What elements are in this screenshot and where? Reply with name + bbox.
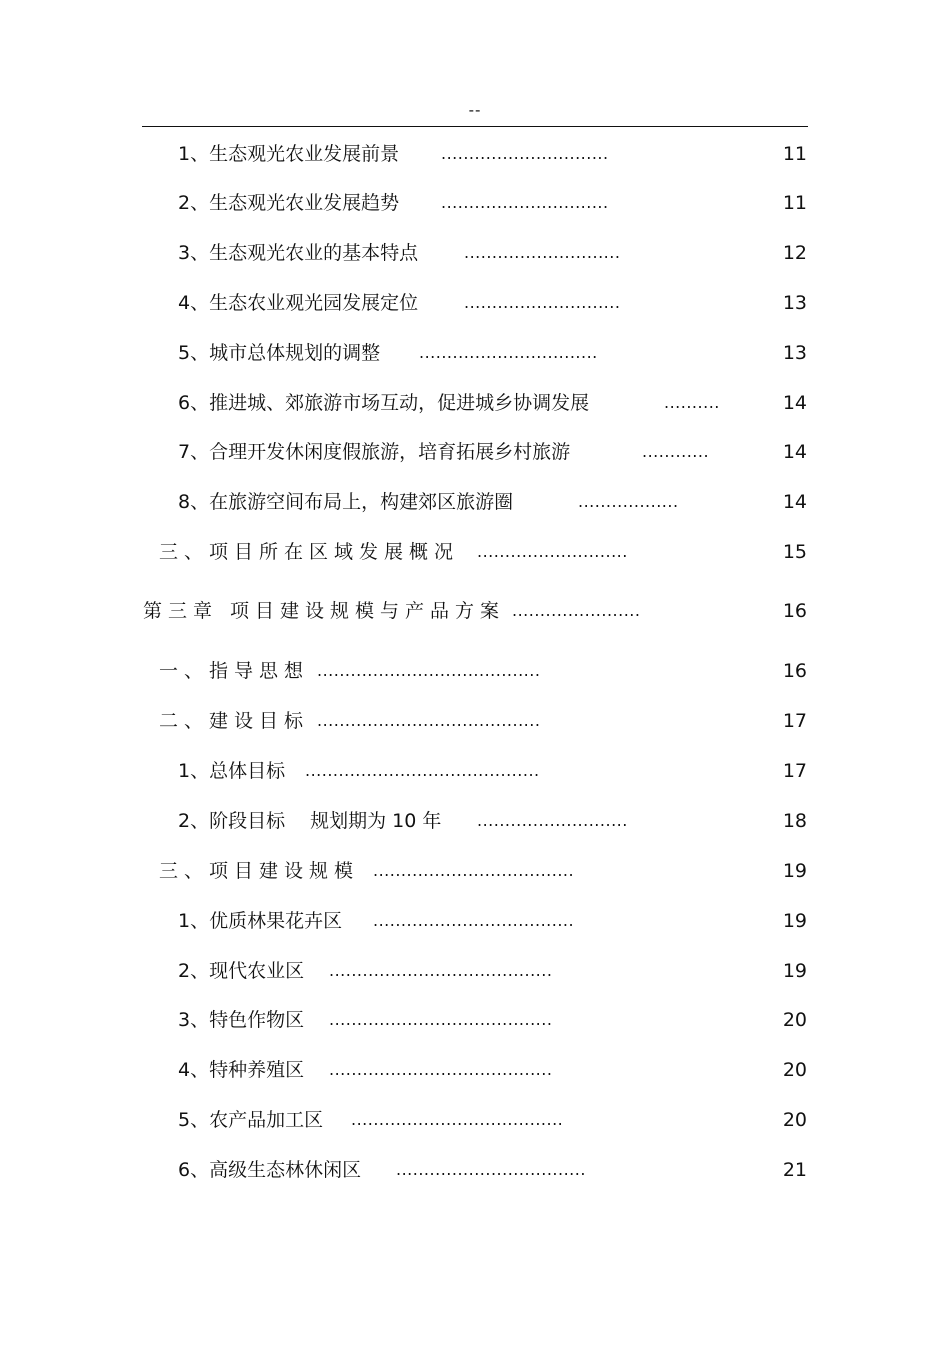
toc-entry-title: 4、特种养殖区 xyxy=(178,1059,305,1081)
toc-leader-dots: ................................ xyxy=(419,343,598,362)
toc-page-number: 14 xyxy=(782,441,807,463)
toc-entry-title: 1、优质林果花卉区 xyxy=(178,910,343,932)
toc-entry[interactable] xyxy=(0,657,950,685)
toc-entry[interactable] xyxy=(0,389,950,417)
toc-entry[interactable] xyxy=(0,239,950,267)
toc-page-number: 16 xyxy=(782,660,807,682)
toc-entry-title: 三、项目所在区域发展概况 xyxy=(159,541,460,563)
toc-page-number: 11 xyxy=(782,192,807,214)
toc-entry-title: 8、在旅游空间布局上，构建郊区旅游圈 xyxy=(178,491,514,513)
toc-page-number: 20 xyxy=(782,1059,807,1081)
toc-leader-dots: .............................. xyxy=(441,193,609,212)
toc-entry[interactable] xyxy=(0,907,950,935)
toc-entry[interactable] xyxy=(0,339,950,367)
toc-leader-dots: .......... xyxy=(664,393,720,412)
toc-entry-title: 7、合理开发休闲度假旅游，培育拓展乡村旅游 xyxy=(178,441,571,463)
toc-page-number: 13 xyxy=(782,292,807,314)
toc-entry-title: 3、生态观光农业的基本特点 xyxy=(178,242,419,264)
toc-entry[interactable] xyxy=(0,707,950,735)
toc-page-number: 14 xyxy=(782,491,807,513)
toc-page-number: 19 xyxy=(782,910,807,932)
toc-entry[interactable] xyxy=(0,807,950,835)
toc-leader-dots: ........................................ xyxy=(317,711,541,730)
toc-entry-title: 1、生态观光农业发展前景 xyxy=(178,143,400,165)
toc-leader-dots: ........................................ xyxy=(329,1010,553,1029)
toc-page-number: 17 xyxy=(782,760,807,782)
toc-entry-title: 二、建设目标 xyxy=(159,710,310,732)
toc-entry-title: 三、项目建设规模 xyxy=(159,860,360,882)
toc-leader-dots: ........................................ xyxy=(329,1060,553,1079)
toc-leader-dots: .................................... xyxy=(373,861,575,880)
toc-entry-title: 2、现代农业区 xyxy=(178,960,305,982)
toc-entry[interactable] xyxy=(0,597,950,625)
toc-page-number: 14 xyxy=(782,392,807,414)
toc-entry-title: 5、城市总体规划的调整 xyxy=(178,342,381,364)
toc-page-number: 17 xyxy=(782,710,807,732)
toc-entry[interactable] xyxy=(0,857,950,885)
toc-leader-dots: .................. xyxy=(578,492,679,511)
toc-page-number: 11 xyxy=(782,143,807,165)
toc-leader-dots: ........................................ xyxy=(317,661,541,680)
toc-leader-dots: ....................... xyxy=(512,601,641,620)
toc-entry-title: 1、总体目标 xyxy=(178,760,286,782)
toc-entry-title: 4、生态农业观光园发展定位 xyxy=(178,292,419,314)
toc-page-number: 15 xyxy=(782,541,807,563)
toc-entry-title: 6、高级生态林休闲区 xyxy=(178,1159,362,1181)
toc-page-number: 19 xyxy=(782,860,807,882)
toc-entry-title: 一、指导思想 xyxy=(159,660,310,682)
toc-leader-dots: .................................... xyxy=(373,911,575,930)
toc-page-number: 12 xyxy=(782,242,807,264)
toc-entry[interactable] xyxy=(0,189,950,217)
toc-entry-title: 第三章 项目建设规模与产品方案 xyxy=(143,600,506,622)
toc-entry[interactable] xyxy=(0,1006,950,1034)
toc-page-number: 21 xyxy=(782,1159,807,1181)
toc-entry[interactable] xyxy=(0,438,950,466)
toc-leader-dots: ........................................ xyxy=(329,961,553,980)
toc-leader-dots: ............ xyxy=(642,442,710,461)
toc-entry-title: 6、推进城、郊旅游市场互动，促进城乡协调发展 xyxy=(178,392,590,414)
toc-leader-dots: ........................... xyxy=(477,542,628,561)
toc-entry[interactable] xyxy=(0,488,950,516)
toc-leader-dots: ...................................... xyxy=(351,1110,564,1129)
toc-page-number: 19 xyxy=(782,960,807,982)
toc-leader-dots: ............................ xyxy=(464,243,621,262)
toc-page-number: 13 xyxy=(782,342,807,364)
toc-leader-dots: .................................. xyxy=(396,1160,586,1179)
header-mark: -- xyxy=(468,101,482,119)
toc-page-number: 16 xyxy=(782,600,807,622)
toc-leader-dots: ........................... xyxy=(477,811,628,830)
toc-page-number: 20 xyxy=(782,1009,807,1031)
toc-entry[interactable] xyxy=(0,538,950,566)
toc-page-number: 18 xyxy=(782,810,807,832)
toc-leader-dots: .............................. xyxy=(441,144,609,163)
toc-leader-dots: ............................ xyxy=(464,293,621,312)
toc-entry[interactable] xyxy=(0,140,950,168)
toc-entry[interactable] xyxy=(0,289,950,317)
header-rule xyxy=(142,126,808,127)
toc-entry[interactable] xyxy=(0,957,950,985)
toc-entry[interactable] xyxy=(0,1156,950,1184)
toc-entry-title: 5、农产品加工区 xyxy=(178,1109,324,1131)
toc-entry[interactable] xyxy=(0,757,950,785)
toc-entry-title: 3、特色作物区 xyxy=(178,1009,305,1031)
toc-entry-title: 2、生态观光农业发展趋势 xyxy=(178,192,400,214)
toc-entry-title: 2、阶段目标 规划期为 10 年 xyxy=(178,810,442,832)
toc-entry[interactable] xyxy=(0,1056,950,1084)
toc-leader-dots: .......................................... xyxy=(305,761,540,780)
toc-entry[interactable] xyxy=(0,1106,950,1134)
toc-page-number: 20 xyxy=(782,1109,807,1131)
